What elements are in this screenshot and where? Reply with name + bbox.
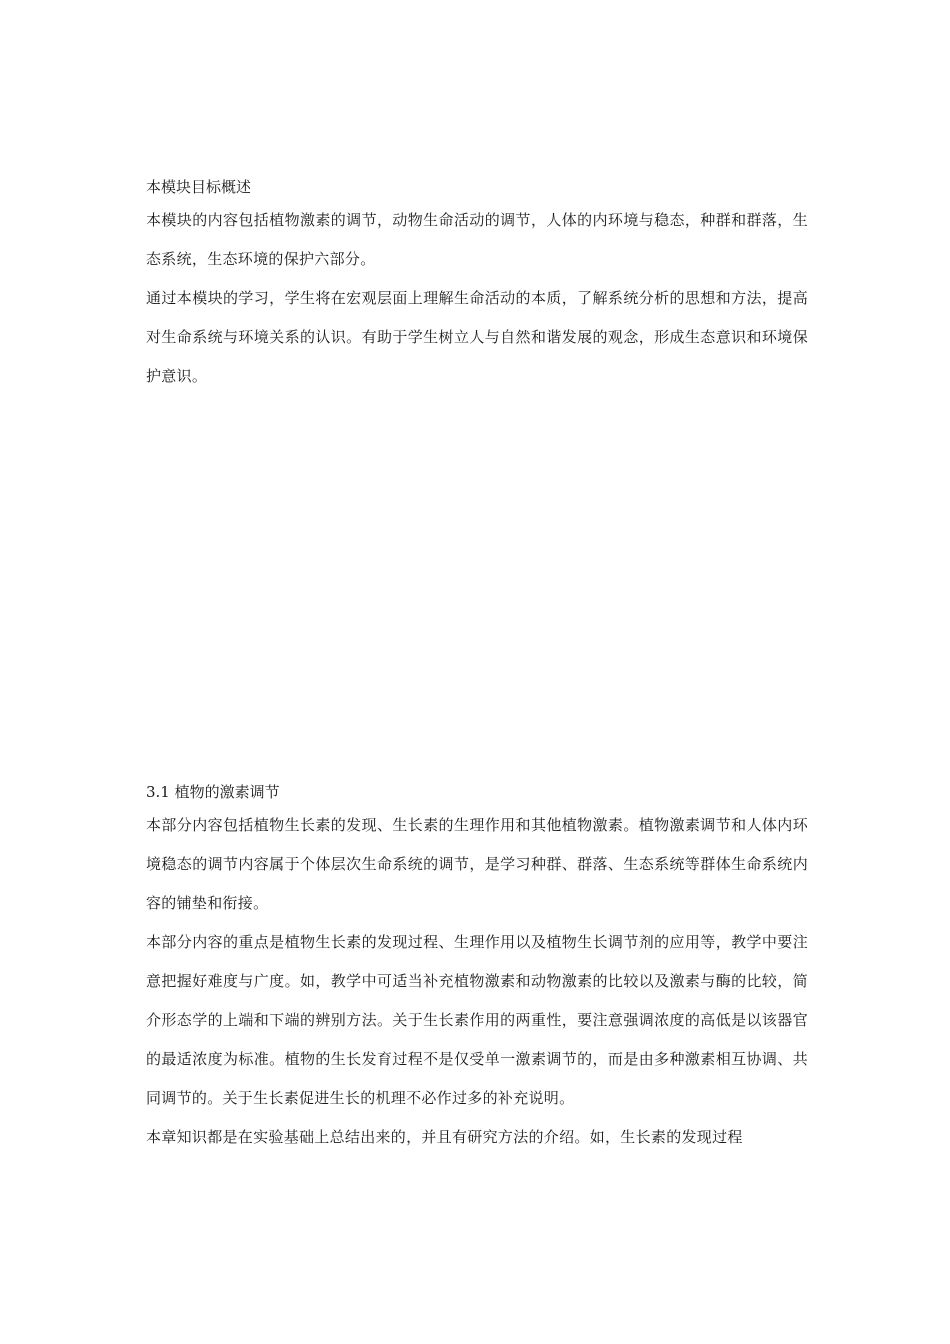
paragraph: 本章知识都是在实验基础上总结出来的，并且有研究方法的介绍。如，生长素的发现过程 [146, 1128, 743, 1146]
section-heading: 3.1 植物的激素调节 [146, 783, 280, 801]
paragraph: 本部分内容的重点是植物生长素的发现过程、生理作用以及植物生长调节剂的应用等，教学中要注意把握好难度与广度。如，教学中可适当补充植物激素和动物激素的比较以及激素与酶的比较，简介形态学的上端和下端的辨别方法。关于生长素作用的两重性，要注意强调浓度的高低是以该器官的最适浓度为标准。植物的生长发育过程不是仅受单一激素调节的，而是由多种激素相互协调、共同调节的。关于生长素促进生长的机理不必作过多的补充说明。 [146, 933, 808, 1107]
section-module-overview [146, 174, 808, 396]
paragraph: 本部分内容包括植物生长素的发现、生长素的生理作用和其他植物激素。植物激素调节和人体内环境稳态的调节内容属于个体层次生命系统的调节，是学习种群、群落、生态系统等群体生命系统内容的铺垫和衔接。 [146, 816, 808, 912]
paragraph: 本模块的内容包括植物激素的调节，动物生命活动的调节，人体的内环境与稳态，种群和群落，生态系统，生态环境的保护六部分。 [146, 211, 808, 268]
section-plant-hormone-regulation [146, 779, 808, 1157]
paragraph: 通过本模块的学习，学生将在宏观层面上理解生命活动的本质，了解系统分析的思想和方法，提高对生命系统与环境关系的认识。有助于学生树立人与自然和谐发展的观念，形成生态意识和环境保护意识。 [146, 289, 808, 385]
section-heading: 本模块目标概述 [146, 178, 252, 196]
